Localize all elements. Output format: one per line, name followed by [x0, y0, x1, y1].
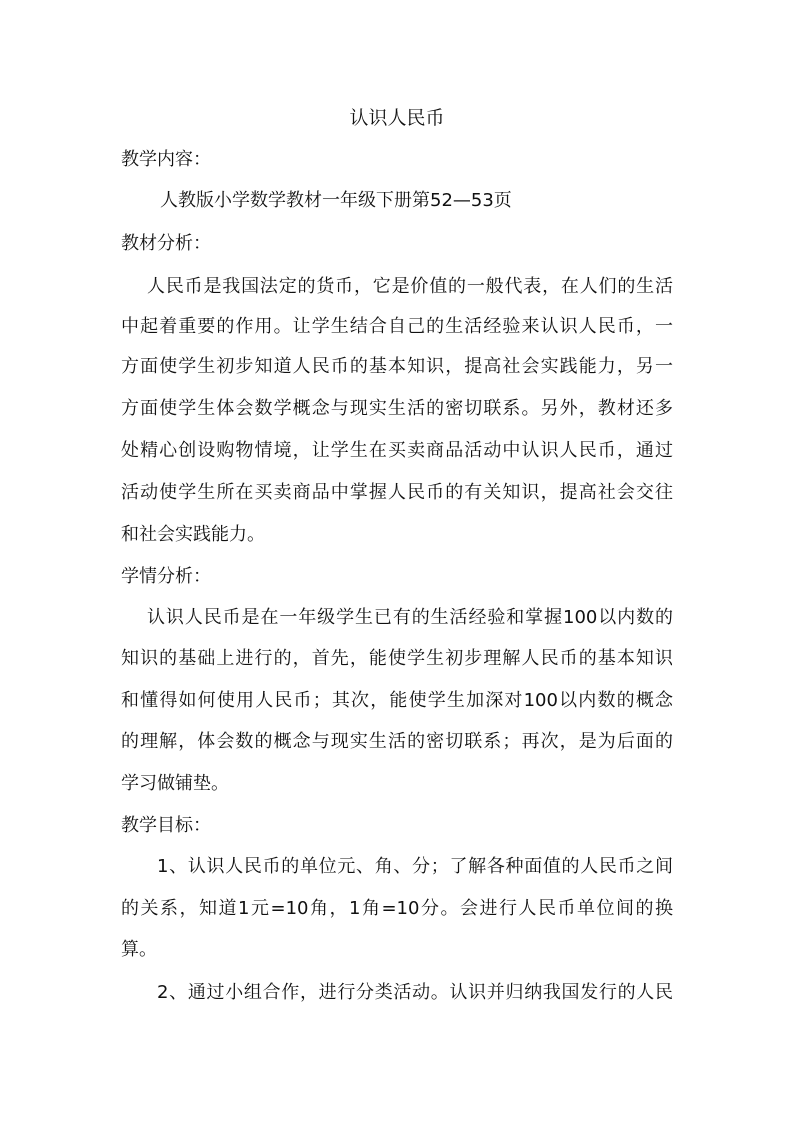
goals-line: 算。 [121, 939, 157, 960]
analysis-line: 和社会实践能力。 [121, 524, 265, 545]
goals-line: 2、通过小组合作，进行分类活动。认识并归纳我国发行的人民 [157, 982, 673, 1003]
students-line: 的理解，体会数的概念与现实生活的密切联系；再次，是为后面的 [121, 731, 673, 752]
section-heading-analysis: 教材分析： [121, 233, 211, 254]
document-title: 认识人民币 [349, 107, 445, 129]
goals-line: 1、认识人民币的单位元、角、分；了解各种面值的人民币之间 [157, 856, 673, 877]
section-heading-students: 学情分析： [121, 566, 211, 587]
analysis-line: 人民币是我国法定的货币，它是价值的一般代表，在人们的生活 [147, 276, 673, 297]
section-heading-goals: 教学目标： [121, 815, 211, 836]
students-line: 知识的基础上进行的，首先，能使学生初步理解人民币的基本知识 [121, 648, 673, 669]
students-line: 学习做铺垫。 [121, 773, 229, 794]
analysis-line: 处精心创设购物情境，让学生在买卖商品活动中认识人民币，通过 [121, 440, 673, 461]
content-line: 人教版小学数学教材一年级下册第52—53页 [160, 190, 512, 211]
analysis-line: 方面使学生体会数学概念与现实生活的密切联系。另外，教材还多 [121, 398, 673, 419]
students-line: 认识人民币是在一年级学生已有的生活经验和掌握100以内数的 [147, 607, 673, 628]
section-heading-content: 教学内容： [121, 149, 211, 170]
analysis-line: 活动使学生所在买卖商品中掌握人民币的有关知识，提高社会交往 [121, 482, 673, 503]
analysis-line: 方面使学生初步知道人民币的基本知识，提高社会实践能力，另一 [121, 356, 673, 377]
analysis-line: 中起着重要的作用。让学生结合自己的生活经验来认识人民币，一 [121, 316, 673, 337]
goals-line: 的关系，知道1元=10角，1角=10分。会进行人民币单位间的换 [121, 898, 673, 919]
students-line: 和懂得如何使用人民币；其次，能使学生加深对100以内数的概念 [121, 690, 673, 711]
